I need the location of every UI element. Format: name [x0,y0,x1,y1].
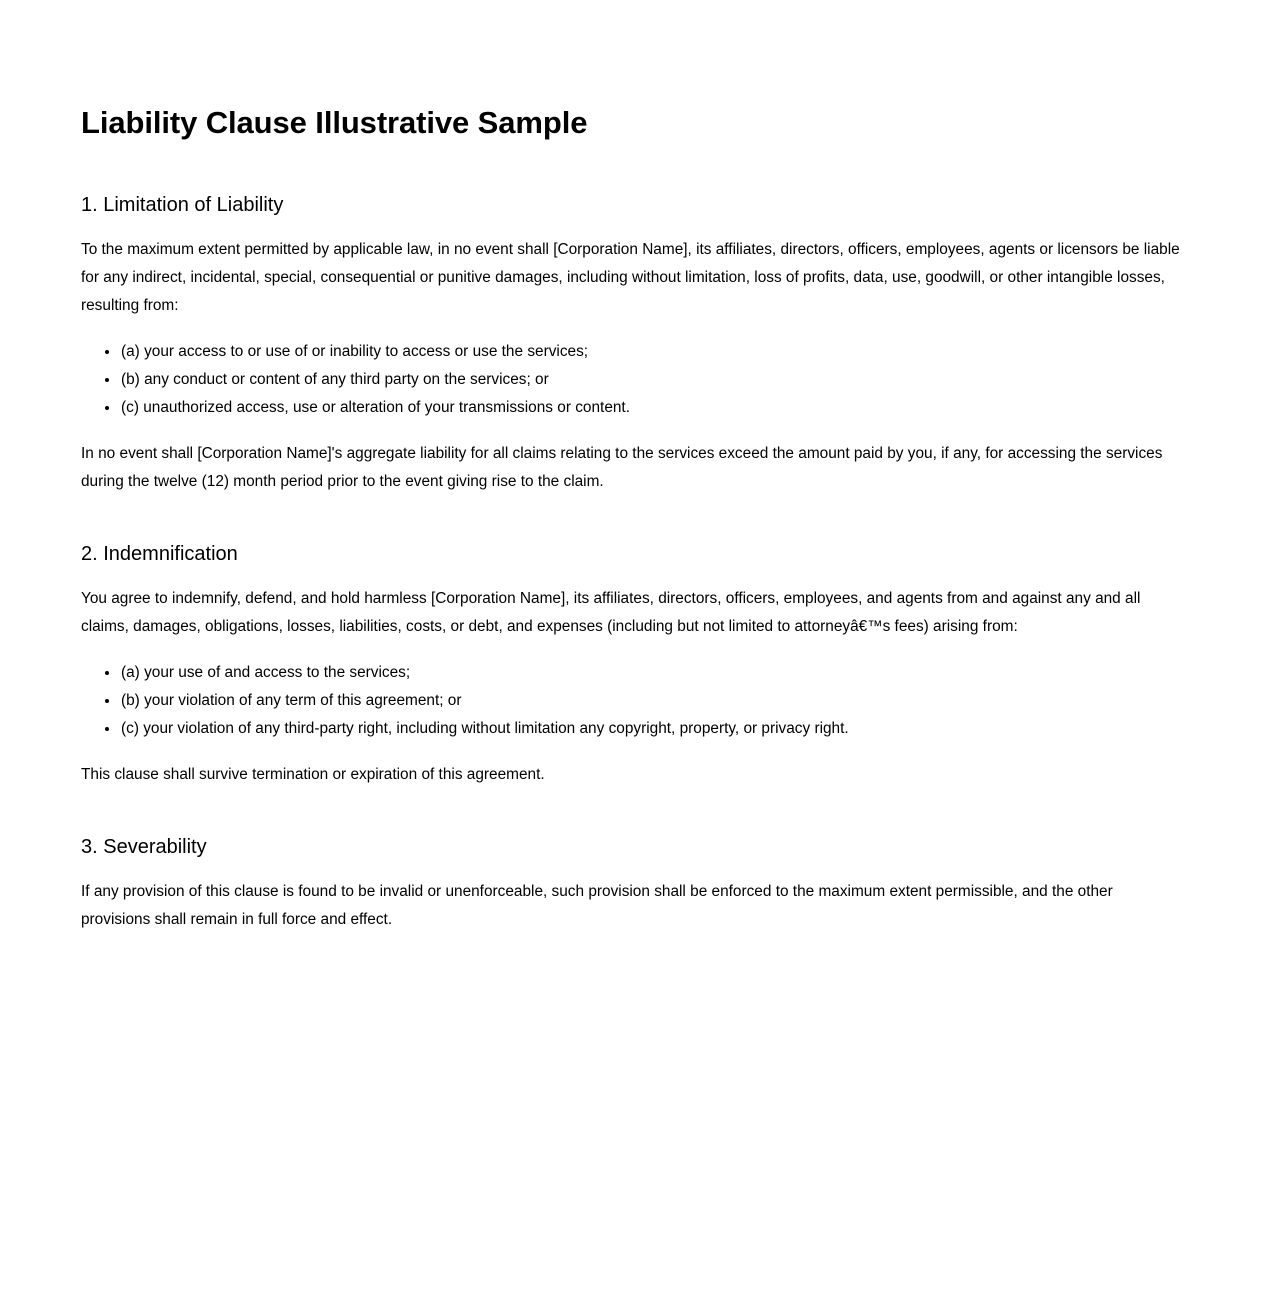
section-heading-2: 2. Indemnification [81,543,238,566]
section-2-closing-paragraph: This clause shall survive termination or expiration of this agreement. [81,766,545,784]
section-heading-3: 3. Severability [81,836,207,859]
list-item: (c) unauthorized access, use or alteration of your transmissions or content. [81,394,1185,422]
section-3-paragraph: If any provision of this clause is found to be invalid or unenforceable, such provision shall be enforced to the maximum extent permissible, and the other provisions shall remain in full force and effect. [81,883,1113,929]
section-1-clause-list [81,338,1185,422]
section-heading-1: 1. Limitation of Liability [81,194,284,217]
list-item: (b) any conduct or content of any third party on the services; or [81,366,1185,394]
page-title: Liability Clause Illustrative Sample [81,105,588,140]
list-item: (a) your use of and access to the services; [81,659,1185,687]
section-1-closing-paragraph: In no event shall [Corporation Name]'s aggregate liability for all claims relating to the services exceed the amount paid by you, if any, for accessing the services during the twelve (12) month period prior to the event giving rise to the claim. [81,445,1163,491]
section-2-clause-list [81,659,1185,743]
section-limitation-of-liability [81,193,1185,496]
section-2-intro-paragraph: You agree to indemnify, defend, and hold harmless [Corporation Name], its affiliates, directors, officers, employees, and agents from and against any and all claims, damages, obligations, losses, liabilities, costs, or debt, and expenses (including but not limited to attorneyâ€™s fees) arising from: [81,590,1141,636]
section-severability [81,835,1185,934]
section-indemnification [81,542,1185,789]
list-item: (a) your access to or use of or inability to access or use the services; [81,338,1185,366]
list-item: (b) your violation of any term of this agreement; or [81,687,1185,715]
list-item: (c) your violation of any third-party right, including without limitation any copyright, property, or privacy right. [81,715,1185,743]
section-1-intro-paragraph: To the maximum extent permitted by applicable law, in no event shall [Corporation Name], its affiliates, directors, officers, employees, agents or licensors be liable for any indirect, incidental, special, consequential or punitive damages, including without limitation, loss of profits, data, use, goodwill, or other intangible losses, resulting from: [81,241,1180,315]
